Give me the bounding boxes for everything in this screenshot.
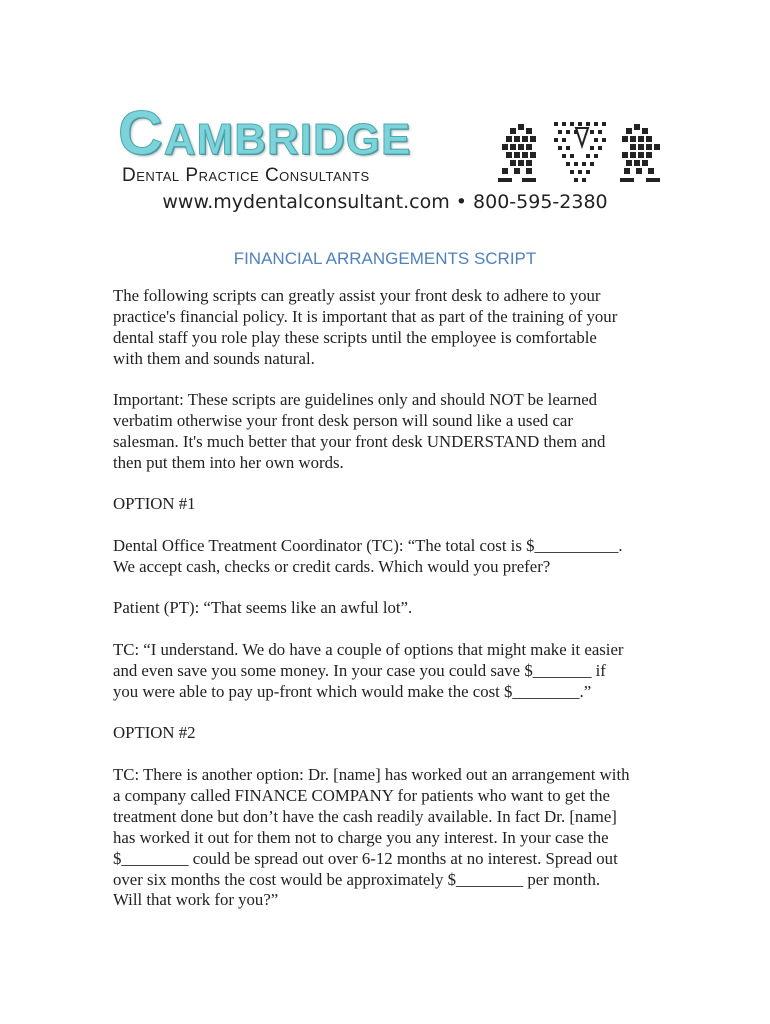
text-line: Will that work for you?” (113, 890, 279, 910)
text-line: verbatim otherwise your front desk person will sound like a used car (113, 410, 573, 430)
logo-rest: AMBRIDGE (163, 115, 412, 164)
contact-line: www.mydentalconsultant.com • 800-595-2380 (162, 191, 608, 213)
text-line: OPTION #1 (113, 494, 196, 513)
logo-initial: C (118, 99, 164, 168)
text-line: a company called FINANCE COMPANY for patients who want to get the (113, 785, 610, 805)
logo-subtitle: Dental Practice Consultants (122, 165, 370, 186)
company-logo (118, 99, 678, 194)
important-paragraph (113, 390, 673, 474)
text-line: salesman. It's much better that your front desk UNDERSTAND them and (113, 431, 606, 451)
option-2-heading (113, 723, 673, 744)
text-line: then put them into her own words. (113, 452, 344, 472)
text-line: with them and sounds natural. (113, 348, 315, 368)
intro-paragraph (113, 286, 673, 370)
text-line: has worked it out for them not to charge you any interest. In your case the (113, 827, 609, 847)
text-line: Dental Office Treatment Coordinator (TC): “The total cost is $__________. (113, 536, 623, 555)
logo-wordmark (118, 99, 412, 170)
text-line: TC: “I understand. We do have a couple of options that might make it easier (113, 640, 624, 659)
text-line: you were able to pay up-front which would make the cost $________.” (113, 681, 592, 701)
text-line: treatment done but don’t have the cash readily available. In fact Dr. [name] (113, 806, 617, 826)
text-line: OPTION #2 (113, 723, 196, 742)
text-line: Important: These scripts are guidelines only and should NOT be learned (113, 390, 598, 409)
tc-finance-paragraph (113, 765, 673, 911)
text-line: over six months the cost would be approximately $________ per month. (113, 869, 601, 889)
tc-options-paragraph (113, 640, 673, 703)
patient-paragraph (113, 598, 673, 619)
heraldic-crest-icon (496, 114, 666, 192)
text-line: Patient (PT): “That seems like an awful lot”. (113, 598, 413, 617)
text-line: $________ could be spread out over 6-12 months at no interest. Spread out (113, 848, 618, 868)
text-line: practice's financial policy. It is important that as part of the training of your (113, 306, 618, 326)
text-line: TC: There is another option: Dr. [name] has worked out an arrangement with (113, 765, 630, 784)
text-line: The following scripts can greatly assist your front desk to adhere to your (113, 286, 601, 305)
option-1-heading (113, 494, 673, 515)
tc-cost-paragraph (113, 536, 673, 578)
document-title: FINANCIAL ARRANGEMENTS SCRIPT (233, 249, 537, 268)
text-line: We accept cash, checks or credit cards. Which would you prefer? (113, 556, 551, 576)
text-line: and even save you some money. In your case you could save $_______ if (113, 660, 606, 680)
text-line: dental staff you role play these scripts until the employee is comfortable (113, 327, 597, 347)
